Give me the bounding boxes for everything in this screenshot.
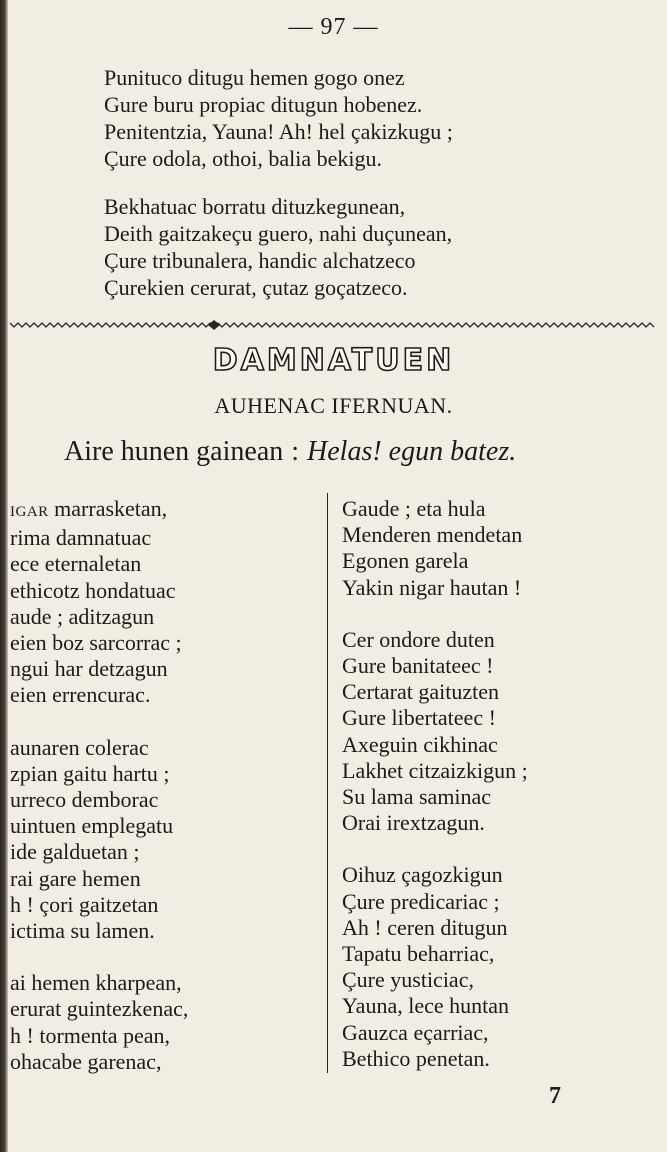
poem-title: DAMNATUEN — [212, 343, 455, 378]
verse-line: Yakin nigar hautan ! — [342, 574, 522, 600]
verse-line: Gure buru propiac ditugun hobenez. — [104, 92, 423, 117]
verse-line: Gaude ; eta hula — [342, 496, 486, 521]
verse-line: Bekhatuac borratu dituzkegunean, — [104, 194, 406, 219]
verse-line: ece eternaletan — [10, 551, 142, 577]
tune-label: Aire hunen gainean — [64, 436, 284, 467]
verse-line: rai gare hemen — [10, 865, 141, 891]
verse-line: urreco demborac — [10, 787, 159, 813]
small-caps-word: IGAR — [10, 504, 49, 520]
verse-line: ngui har detzagun — [10, 656, 168, 682]
verse-line: Orai irextzagun. — [342, 810, 485, 836]
page-number: — 97 — — [288, 14, 379, 40]
verse-line: h ! çori gaitzetan — [10, 891, 159, 917]
tune-name: Helas! egun batez. — [307, 436, 517, 467]
stanza-gap — [10, 944, 188, 970]
verse-line: ictima su lamen. — [10, 918, 155, 944]
stanza-gap — [10, 709, 188, 735]
verse-line: Bethico penetan. — [342, 1045, 490, 1071]
stanza-gap — [342, 601, 528, 627]
verse-line: Egonen garela — [342, 548, 469, 574]
verse-line: zpian gaitu hartu ; — [10, 760, 170, 786]
stanza-gap — [342, 836, 528, 862]
verse-line: h ! tormenta pean, — [10, 1022, 171, 1048]
verse-line: Lakhet citzaizkigun ; — [342, 757, 528, 783]
verse-line: ohacabe garenac, — [10, 1048, 162, 1074]
verse-line: Gauzca eçarriac, — [342, 1019, 489, 1045]
verse-line: Çure odola, othoi, balia bekigu. — [104, 146, 382, 171]
tune-separator: : — [291, 436, 300, 467]
verse-line: ethicotz hondatuac — [10, 577, 176, 603]
verse-line: ai hemen kharpean, — [10, 970, 182, 996]
poem-subtitle: AUHENAC IFERNUAN. — [214, 393, 453, 418]
right-column — [342, 496, 528, 1072]
verse-line: aude ; aditzagun — [10, 603, 155, 629]
verse-line: eien errencurac. — [10, 682, 151, 708]
signature-mark: 7 — [549, 1083, 561, 1109]
verse-line: erurat guintezkenac, — [10, 996, 189, 1022]
verse-line: Oihuz çagozkigun — [342, 862, 503, 888]
verse-line: Menderen mendetan — [342, 522, 523, 548]
left-column — [10, 496, 188, 1075]
verse-line: Çure predicariac ; — [342, 888, 500, 914]
verse-line: Yauna, lece huntan — [342, 993, 509, 1019]
book-spine-shadow — [0, 0, 8, 1152]
verse-line: aunaren colerac — [10, 734, 149, 760]
verse-line: Penitentzia, Yauna! Ah! hel çakizkugu ; — [104, 119, 453, 144]
tune-indication — [64, 436, 516, 468]
stanza-2 — [104, 193, 452, 301]
column-divider — [327, 493, 328, 1073]
verse-line: eien boz sarcorrac ; — [10, 630, 182, 656]
verse-line: Gure banitateec ! — [342, 653, 494, 679]
verse-line: IGAR marrasketan, — [10, 496, 168, 521]
verse-line: Çure tribunalera, handic alchatzeco — [104, 248, 416, 273]
verse-line: Çure yusticiac, — [342, 967, 474, 993]
verse-line: Ah ! ceren ditugun — [342, 914, 508, 940]
verse-line: ide galduetan ; — [10, 839, 140, 865]
verse-line: Tapatu beharriac, — [342, 941, 495, 967]
verse-line: Su lama saminac — [342, 784, 492, 810]
ornamental-divider — [10, 318, 655, 332]
verse-line: Certarat gaituzten — [342, 679, 499, 705]
verse-line: Gure libertateec ! — [342, 705, 496, 731]
verse-line: Çurekien cerurat, çutaz goçatzeco. — [104, 275, 408, 300]
verse-line: Axeguin cikhinac — [342, 731, 498, 757]
verse-line: uintuen emplegatu — [10, 813, 174, 839]
stanza-1 — [104, 64, 453, 172]
verse-line: rima damnatuac — [10, 525, 152, 551]
verse-line: Deith gaitzakeçu guero, nahi duçunean, — [104, 221, 453, 246]
verse-line: Punituco ditugu hemen gogo onez — [104, 65, 405, 90]
verse-line: Cer ondore duten — [342, 626, 495, 652]
